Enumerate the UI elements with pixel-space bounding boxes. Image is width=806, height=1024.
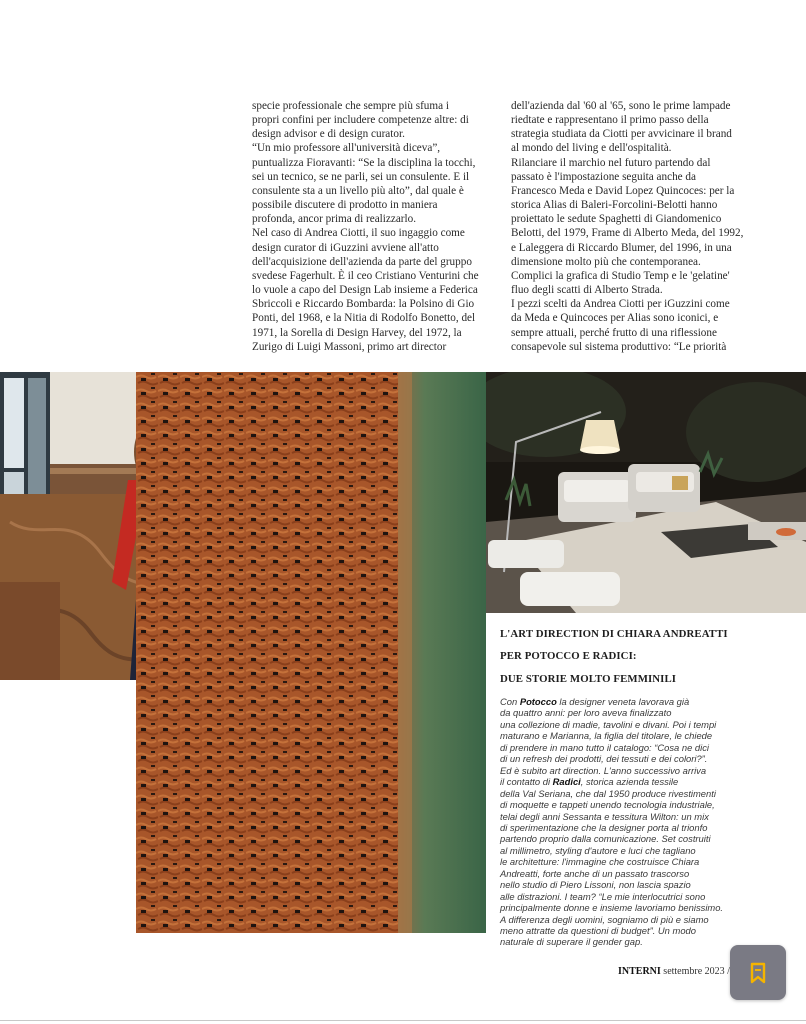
caption-line: Ed è subito art direction. L'anno successivo arriva bbox=[500, 764, 707, 776]
caption-line: una collezione di madie, tavolini e divani. Poi i tempi bbox=[500, 718, 717, 730]
article-text-line: Rilanciare il marchio nel futuro partendo dal bbox=[511, 156, 711, 169]
carpet-texture-photo bbox=[136, 372, 486, 933]
article-text-line: e Laleggera di Riccardo Blumer, del 1996, in una bbox=[511, 241, 732, 254]
article-text-line: consapevole sul sistema produttivo: “Le priorità bbox=[511, 340, 727, 353]
article-text-line: Belotti, del 1979, Frame di Alberto Meda, del 1992, bbox=[511, 227, 744, 240]
caption-line: telai degli anni Sessanta e tessitura Wilton: un mix bbox=[500, 810, 709, 822]
article-text-line: dell'acquisizione dell'azienda da parte del gruppo bbox=[252, 255, 472, 268]
article-right-column bbox=[511, 99, 751, 354]
caption-line: meno attratte da questioni di budget”. Un modo bbox=[500, 925, 696, 937]
article-text-line: profonda, ancor prima di realizzarlo. bbox=[252, 213, 417, 226]
caption-line: A differenza degli uomini, sogniamo di più e siamo bbox=[500, 913, 709, 925]
article-text-line: fluo degli scatti di Alberto Strada. bbox=[511, 284, 663, 297]
article-text-line: dimensione molto più che contemporanea. bbox=[511, 255, 701, 268]
caption-title-line: DUE STORIE MOLTO FEMMINILI bbox=[500, 672, 677, 685]
article-text-line: passato è l'impostazione seguita anche da bbox=[511, 170, 696, 183]
caption-line: alle distrazioni. I team? “Le mie interlocutrici sono bbox=[500, 890, 706, 902]
caption-line: partendo proprio dalla comunicazione. Set costruiti bbox=[500, 833, 711, 845]
caption-line: nello studio di Piero Lissoni, non lascia spazio bbox=[500, 879, 691, 891]
article-text-line: Complici la grafica di Studio Temp e le 'gelatine' bbox=[511, 269, 730, 282]
article-text-line: strategia studiata da Ciotti per avvicinare il brand bbox=[511, 128, 732, 141]
caption-line: naturale di superare il gender gap. bbox=[500, 936, 643, 948]
caption-body bbox=[500, 696, 800, 948]
caption-line: il contatto di Radici, storica azienda tessile bbox=[500, 776, 679, 788]
caption-line: maturano e Marianna, la figlia del titolare, le chiede bbox=[500, 730, 713, 742]
article-text-line: sempre attuali, perché frutto di una riflessione bbox=[511, 326, 717, 339]
article-text-line: dell'azienda dal '60 al '65, sono le prime lampade bbox=[511, 100, 731, 112]
article-text-line: possibile discutere di prodotto in maniera bbox=[252, 199, 438, 212]
article-text-line: puntualizza Fioravanti: “Se la disciplina la tocchi, bbox=[252, 156, 476, 169]
bookmark-button[interactable] bbox=[730, 945, 786, 1000]
brand-potocco: Potocco bbox=[519, 695, 557, 707]
bookmark-icon bbox=[747, 962, 769, 984]
outdoor-furniture-photo bbox=[486, 372, 806, 613]
caption-line: di prendere in mano tutto il catalogo: “Cosa ne dici bbox=[500, 741, 709, 753]
caption-line: di un refresh dei prodotti, dei tessuti e dei colori?”. bbox=[500, 753, 708, 765]
article-text-line: riedtate e rappresentano il primo passo della bbox=[511, 114, 709, 127]
page-footer bbox=[618, 966, 742, 977]
issue-date: settembre 2023 bbox=[663, 966, 725, 977]
caption-title-line: PER POTOCCO E RADICI: bbox=[500, 650, 637, 663]
article-left-column bbox=[252, 99, 492, 354]
article-text-line: “Un mio professore all'università diceva”, bbox=[252, 142, 441, 155]
caption-line: della Val Seriana, che dal 1950 produce rivestimenti bbox=[500, 787, 716, 799]
article-text-line: Nel caso di Andrea Ciotti, il suo ingaggio come bbox=[252, 227, 465, 240]
brand-radici: Radici bbox=[552, 776, 581, 788]
caption-line: di sperimentazione che la designer porta al trionfo bbox=[500, 821, 708, 833]
article-text-line: storica Alias di Baleri-Forcolini-Belotti hanno bbox=[511, 199, 718, 212]
caption-title bbox=[500, 629, 800, 685]
photo-caption bbox=[500, 618, 800, 948]
article-text-line: lo vuole a capo del Design Lab insieme a Federica bbox=[252, 284, 478, 297]
caption-line: al millimetro, styling d'autore e luci che tagliano bbox=[500, 844, 696, 856]
bottom-divider bbox=[0, 1020, 806, 1021]
article-text-line: proiettato le sedute Spaghetti di Giandomenico bbox=[511, 213, 722, 226]
article-text-line: Sbriccoli e Riccardo Bombarda: la Polsino di Gio bbox=[252, 298, 475, 311]
article-text-line: design advisor e di design curator. bbox=[252, 128, 405, 141]
article-text-line: I pezzi scelti da Andrea Ciotti per iGuzzini come bbox=[511, 298, 730, 311]
article-text-line: specie professionale che sempre più sfuma i bbox=[252, 100, 449, 112]
caption-title-line: L'ART DIRECTION DI CHIARA ANDREATTI bbox=[500, 627, 728, 640]
article-text-line: 1971, la Sorella di Design Harvey, del 1972, la bbox=[252, 326, 462, 339]
magazine-name: INTERNI bbox=[618, 966, 661, 977]
article-text-line: svedese Fagerhult. È il ceo Cristiano Venturini che bbox=[252, 269, 479, 282]
article-text-line: design curator di iGuzzini avviene all'atto bbox=[252, 241, 439, 254]
article-text-line: Ponti, del 1968, e la Nitia di Rodolfo Bonetto, del bbox=[252, 312, 476, 325]
article-text-line: Zurigo di Luigi Massoni, primo art director bbox=[252, 340, 447, 353]
article-text-line: consulente sta a un livello più alto”, dal quale è bbox=[252, 184, 464, 197]
caption-line: Con Potocco la designer veneta lavorava già bbox=[500, 695, 690, 707]
caption-line: di moquette e tappeti unendo tecnologia industriale, bbox=[500, 799, 715, 811]
caption-line: principalmente donne e insieme lavoriamo benissimo. bbox=[500, 902, 724, 914]
article-text-line: Francesco Meda e David Lopez Quincoces: per la bbox=[511, 184, 735, 197]
caption-line: Andreatti, forte anche di un passato trascorso bbox=[500, 867, 690, 879]
article-text-line: sei un tecnico, se ne parli, sei un consulente. E il bbox=[252, 170, 470, 183]
article-text-line: al mondo del living e dell'ospitalità. bbox=[511, 142, 672, 155]
footer-separator: / bbox=[727, 966, 730, 977]
caption-line: da quattro anni: per loro aveva finalizzato bbox=[500, 707, 672, 719]
article-text-line: propri confini per includere competenze altre: di bbox=[252, 114, 469, 127]
article-text-line: da Meda e Quincoces per Alias sono iconici, e bbox=[511, 312, 719, 325]
caption-line: le architetture: l'immagine che costruisce Chiara bbox=[500, 856, 700, 868]
